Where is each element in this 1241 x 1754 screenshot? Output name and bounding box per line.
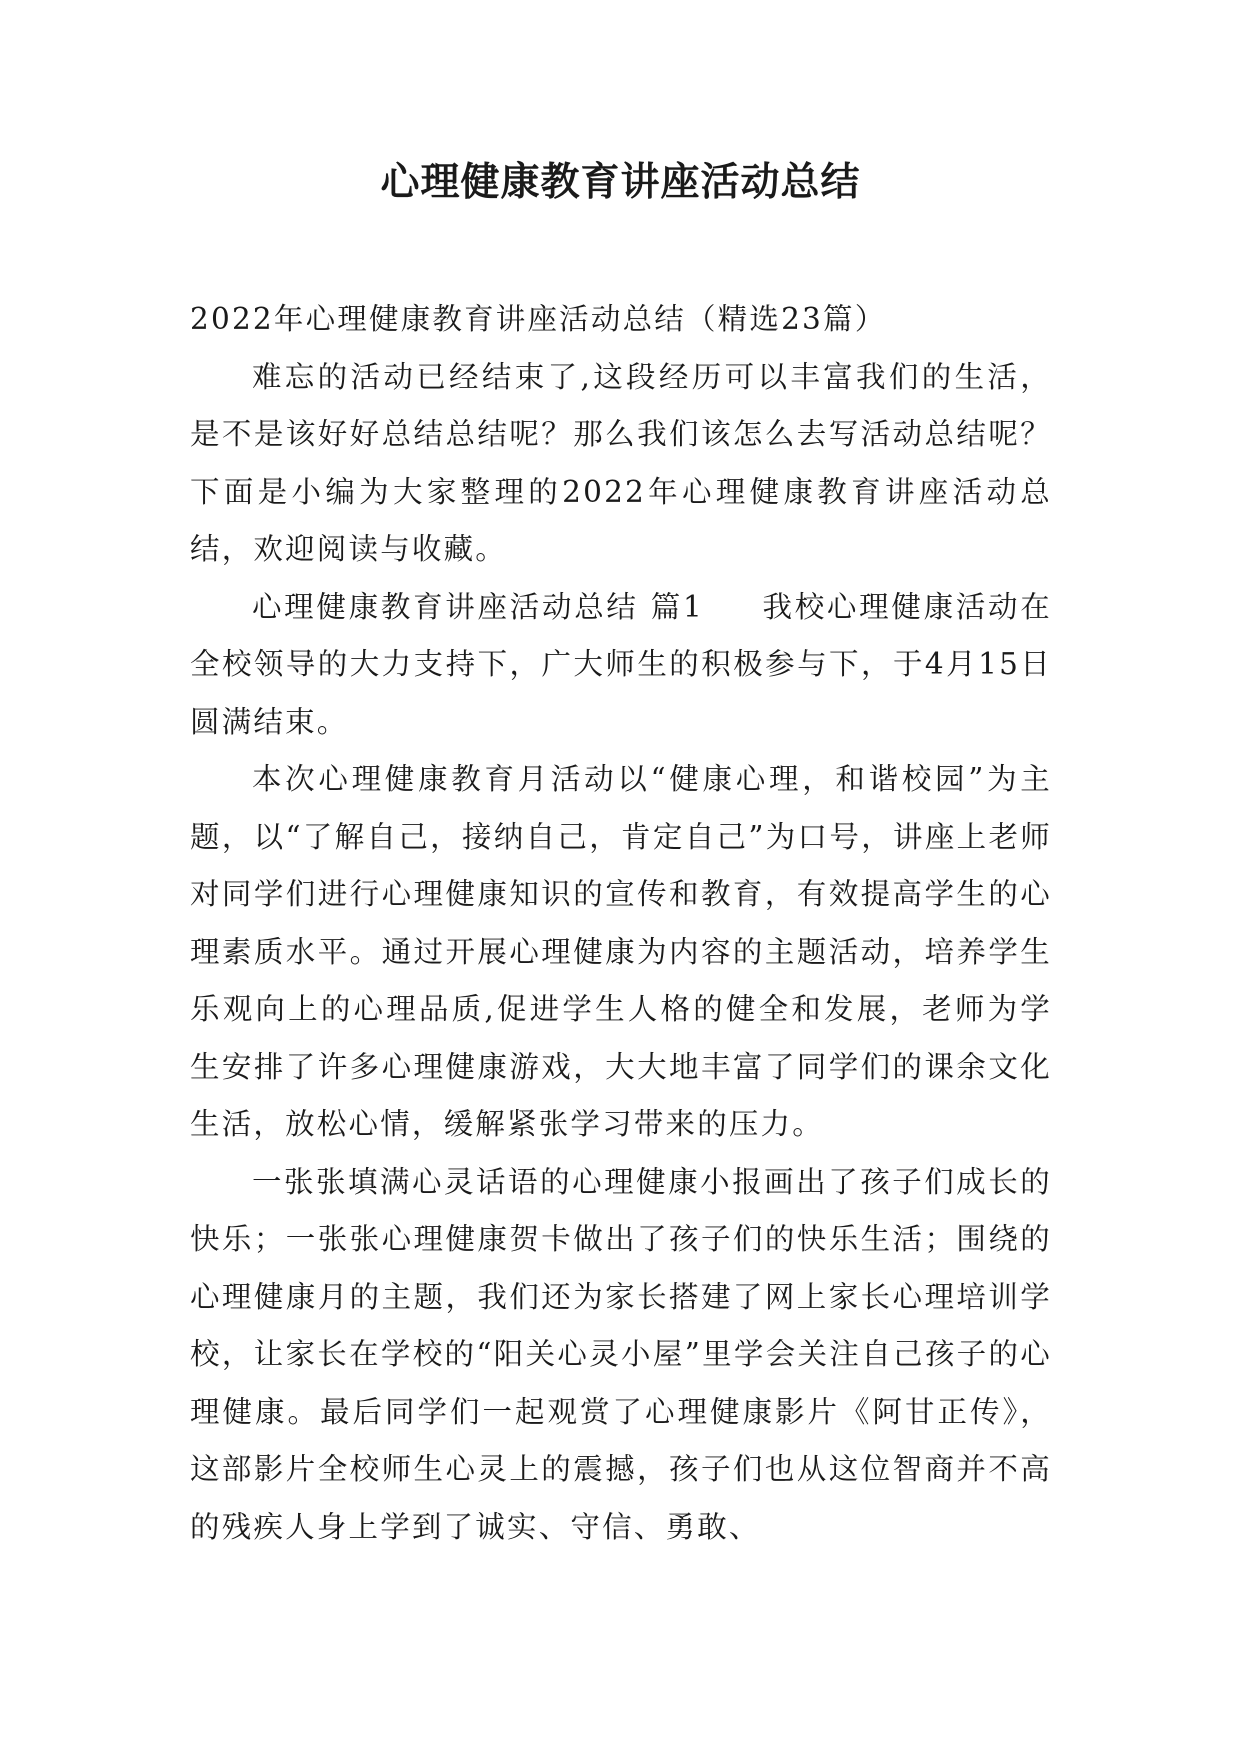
intro-paragraph: 难忘的活动已经结束了,这段经历可以丰富我们的生活，是不是该好好总结总结呢？那么我们该怎么去写活动总结呢？下面是小编为大家整理的2022年心理健康教育讲座活动总结，欢迎阅读与收藏。 [190, 359, 1052, 566]
section-1-text: 我校心理健康活动在全校领导的大力支持下，广大师生的积极参与下，于4月15日圆满结束。 [190, 589, 1052, 739]
section-1-paragraph-3: 一张张填满心灵话语的心理健康小报画出了孩子们成长的快乐；一张张心理健康贺卡做出了孩子们的快乐生活；围绕的心理健康月的主题，我们还为家长搭建了网上家长心理培训学校，让家长在学校的“阳关心灵小屋”里学会关注自己孩子的心理健康。最后同学们一起观赏了心理健康影片《阿甘正传》，这部影片全校师生心灵上的震撼，孩子们也从这位智商并不高的残疾人身上学到了诚实、守信、勇敢、 [190, 1164, 1052, 1544]
section-1-paragraph-1 [190, 579, 1052, 752]
document-body [190, 291, 1052, 1556]
section-1-paragraph-2: 本次心理健康教育月活动以“健康心理，和谐校园”为主题，以“了解自己，接纳自己，肯定自己”为口号，讲座上老师对同学们进行心理健康知识的宣传和教育，有效提高学生的心理素质水平。通过开展心理健康为内容的主题活动，培养学生乐观向上的心理品质,促进学生人格的健全和发展，老师为学生安排了许多心理健康游戏，大大地丰富了同学们的课余文化生活，放松心情，缓解紧张学习带来的压力。 [190, 762, 1052, 1141]
section-1-heading: 心理健康教育讲座活动总结 篇1 [251, 589, 704, 624]
document-subtitle: 2022年心理健康教育讲座活动总结（精选23篇） [190, 302, 887, 336]
document-title: 心理健康教育讲座活动总结 [380, 160, 861, 205]
